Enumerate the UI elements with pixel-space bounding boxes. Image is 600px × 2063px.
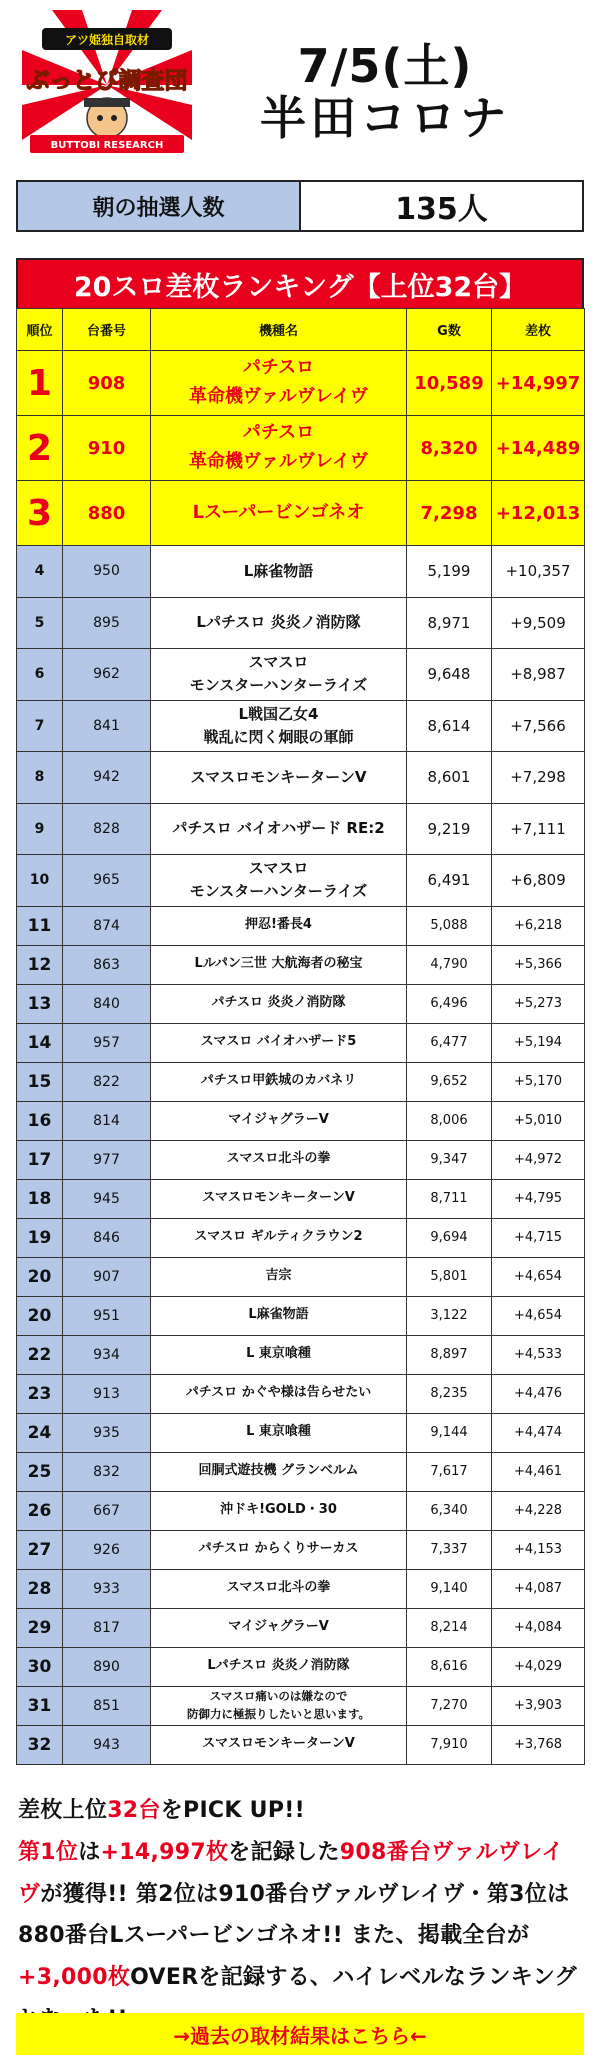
col-header-rank: 順位 [17, 309, 63, 351]
ranking-row [17, 481, 585, 546]
machine-name-cell [151, 1023, 407, 1062]
rank-cell: 15 [17, 1062, 63, 1101]
diff-cell: +8,987 [492, 649, 585, 701]
games-cell: 6,340 [407, 1491, 492, 1530]
machine-no-cell: 977 [63, 1140, 151, 1179]
machine-name-line: スマスロ北斗の拳 [226, 1580, 331, 1596]
rank-cell: 10 [17, 855, 63, 907]
rank-cell: 4 [17, 546, 63, 598]
rank-cell: 31 [17, 1686, 63, 1725]
summary-part: が獲得!! 第2位は910番台ヴァルヴレイヴ・第3位は880番台Lスーパービンゴネオ!! また、掲載全台が [18, 1881, 570, 1949]
machine-no-cell: 832 [63, 1452, 151, 1491]
diff-cell: +4,654 [492, 1257, 585, 1296]
lottery-value: 135人 [395, 192, 488, 227]
machine-name-line: L 東京喰種 [246, 1346, 311, 1362]
diff-cell: +12,013 [492, 481, 585, 546]
games-cell: 8,214 [407, 1608, 492, 1647]
ranking-row [17, 1101, 585, 1140]
machine-name-line: L戦国乙女4 [238, 704, 319, 723]
machine-name-cell [151, 1140, 407, 1179]
machine-no-cell: 895 [63, 597, 151, 649]
machine-no-cell: 874 [63, 906, 151, 945]
machine-name-line: スマスロモンキーターンV [202, 1736, 355, 1752]
ranking-row [17, 351, 585, 416]
machine-no-cell: 907 [63, 1257, 151, 1296]
diff-cell: +4,654 [492, 1296, 585, 1335]
summary-part: OVERを記録する、ハイレベルなランキング [130, 1965, 577, 1991]
summary-highlight: 908番台ヴァルヴレイヴ [18, 1839, 564, 1907]
games-cell: 8,616 [407, 1647, 492, 1686]
machine-name-cell [151, 1686, 407, 1725]
machine-name-cell [151, 597, 407, 649]
machine-name-line: Lパチスロ 炎炎ノ消防隊 [196, 613, 361, 632]
ranking-row [17, 1452, 585, 1491]
diff-cell: +4,972 [492, 1140, 585, 1179]
machine-name-line: パチスロ かぐや様は告らせたい [185, 1385, 372, 1401]
ranking-row [17, 1725, 585, 1764]
machine-name-cell [151, 1374, 407, 1413]
machine-name-line: 沖ドキ!GOLD・30 [220, 1502, 337, 1518]
machine-name-cell [151, 351, 407, 416]
machine-name-cell [151, 1335, 407, 1374]
diff-cell: +4,084 [492, 1608, 585, 1647]
machine-no-cell: 890 [63, 1647, 151, 1686]
ranking-row [17, 1491, 585, 1530]
machine-name-cell [151, 1608, 407, 1647]
ranking-row [17, 700, 585, 752]
rank-cell: 17 [17, 1140, 63, 1179]
past-results-link[interactable]: →過去の取材結果はこちら← [16, 2013, 584, 2055]
machine-no-cell: 667 [63, 1491, 151, 1530]
summary-highlight: 第1位 [18, 1839, 79, 1865]
games-cell: 8,320 [407, 416, 492, 481]
machine-name-line: スマスロ痛いのは嫌なので [209, 1689, 348, 1704]
games-cell: 7,270 [407, 1686, 492, 1725]
games-cell: 6,496 [407, 984, 492, 1023]
ranking-row [17, 1413, 585, 1452]
rank-cell: 25 [17, 1452, 63, 1491]
diff-cell: +4,087 [492, 1569, 585, 1608]
games-cell: 8,235 [407, 1374, 492, 1413]
rank-cell: 23 [17, 1374, 63, 1413]
machine-no-cell: 908 [63, 351, 151, 416]
summary-highlight: +14,997枚 [100, 1839, 229, 1865]
games-cell: 8,601 [407, 752, 492, 804]
rank-cell: 30 [17, 1647, 63, 1686]
ranking-row [17, 1179, 585, 1218]
ranking-row [17, 855, 585, 907]
machine-name-line: パチスロ からくりサーカス [198, 1541, 359, 1557]
machine-name-line: スマスロモンキーターンV [190, 767, 367, 786]
rank-cell: 19 [17, 1218, 63, 1257]
games-cell: 7,337 [407, 1530, 492, 1569]
diff-cell: +3,903 [492, 1686, 585, 1725]
machine-name-line: パチスロ [242, 357, 315, 379]
machine-name-line: 戦乱に閃く炯眼の軍師 [203, 727, 354, 746]
machine-no-cell: 910 [63, 416, 151, 481]
machine-name-cell [151, 546, 407, 598]
ranking-row [17, 1023, 585, 1062]
machine-no-cell: 957 [63, 1023, 151, 1062]
ranking-header-row [17, 309, 585, 351]
ranking-row [17, 1257, 585, 1296]
lottery-label: 朝の抽選人数 [18, 182, 301, 230]
games-cell: 9,694 [407, 1218, 492, 1257]
diff-cell: +4,029 [492, 1647, 585, 1686]
diff-cell: +14,997 [492, 351, 585, 416]
diff-cell: +4,476 [492, 1374, 585, 1413]
rank-cell: 18 [17, 1179, 63, 1218]
games-cell: 9,347 [407, 1140, 492, 1179]
summary-part: 差枚上位 [18, 1798, 108, 1823]
machine-name-line: マイジャグラーV [228, 1619, 329, 1635]
machine-no-cell: 851 [63, 1686, 151, 1725]
machine-no-cell: 846 [63, 1218, 151, 1257]
diff-cell: +6,809 [492, 855, 585, 907]
games-cell: 5,088 [407, 906, 492, 945]
rank-cell: 26 [17, 1491, 63, 1530]
store-name: 半田コロナ [260, 91, 510, 145]
machine-no-cell: 962 [63, 649, 151, 701]
diff-cell: +5,366 [492, 945, 585, 984]
games-cell: 8,006 [407, 1101, 492, 1140]
rank-cell: 3 [17, 481, 63, 546]
diff-cell: +5,194 [492, 1023, 585, 1062]
machine-no-cell: 943 [63, 1725, 151, 1764]
machine-name-cell [151, 416, 407, 481]
diff-cell: +10,357 [492, 546, 585, 598]
ranking-title: 20スロ差枚ランキング【上位32台】 [16, 258, 584, 308]
machine-name-line: L麻雀物語 [243, 561, 314, 580]
diff-cell: +5,170 [492, 1062, 585, 1101]
machine-name-line: パチスロ [242, 422, 315, 444]
machine-no-cell: 926 [63, 1530, 151, 1569]
summary-highlight: +3,000枚 [18, 1965, 131, 1991]
machine-name-line: マイジャグラーV [228, 1112, 329, 1128]
ranking-body [17, 351, 585, 1765]
summary-part: をPICK UP!! [160, 1798, 305, 1823]
machine-name-cell [151, 855, 407, 907]
report-date: 7/5(土) [297, 39, 473, 93]
machine-name-line: L麻雀物語 [248, 1307, 309, 1323]
games-cell: 7,910 [407, 1725, 492, 1764]
machine-name-line: パチスロ甲鉄城のカバネリ [200, 1073, 357, 1089]
diff-cell: +14,489 [492, 416, 585, 481]
machine-no-cell: 965 [63, 855, 151, 907]
machine-name-cell [151, 752, 407, 804]
machine-no-cell: 880 [63, 481, 151, 546]
games-cell: 8,614 [407, 700, 492, 752]
diff-cell: +6,218 [492, 906, 585, 945]
ranking-row [17, 1335, 585, 1374]
machine-name-cell [151, 1257, 407, 1296]
machine-name-line: 革命機ヴァルヴレイヴ [189, 386, 368, 407]
games-cell: 9,140 [407, 1569, 492, 1608]
col-header-games: G数 [407, 309, 492, 351]
machine-name-cell [151, 1218, 407, 1257]
machine-name-line: スマスロ北斗の拳 [226, 1151, 331, 1167]
machine-name-cell [151, 649, 407, 701]
machine-name-line: 吉宗 [265, 1268, 292, 1284]
rank-cell: 9 [17, 803, 63, 855]
machine-name-cell [151, 1647, 407, 1686]
machine-name-cell [151, 1452, 407, 1491]
rank-cell: 12 [17, 945, 63, 984]
machine-no-cell: 840 [63, 984, 151, 1023]
rank-cell: 5 [17, 597, 63, 649]
rank-cell: 27 [17, 1530, 63, 1569]
machine-name-line: 回胴式遊技機 グランベルム [198, 1463, 359, 1479]
games-cell: 7,298 [407, 481, 492, 546]
games-cell: 7,617 [407, 1452, 492, 1491]
ranking-row [17, 1686, 585, 1725]
ranking-row [17, 649, 585, 701]
games-cell: 8,711 [407, 1179, 492, 1218]
games-cell: 8,897 [407, 1335, 492, 1374]
games-cell: 8,971 [407, 597, 492, 649]
machine-name-cell [151, 1179, 407, 1218]
games-cell: 10,589 [407, 351, 492, 416]
diff-cell: +4,715 [492, 1218, 585, 1257]
ranking-row [17, 1140, 585, 1179]
ranking-row [17, 984, 585, 1023]
diff-cell: +4,461 [492, 1452, 585, 1491]
ranking-row [17, 803, 585, 855]
machine-name-line: L 東京喰種 [246, 1424, 311, 1440]
machine-name-cell [151, 803, 407, 855]
machine-no-cell: 822 [63, 1062, 151, 1101]
diff-cell: +7,111 [492, 803, 585, 855]
games-cell: 9,648 [407, 649, 492, 701]
diff-cell: +4,474 [492, 1413, 585, 1452]
machine-name-line: モンスターハンターライズ [189, 882, 368, 901]
games-cell: 9,144 [407, 1413, 492, 1452]
machine-name-cell [151, 1530, 407, 1569]
diff-cell: +3,768 [492, 1725, 585, 1764]
machine-name-cell [151, 1413, 407, 1452]
logo-sub-text: BUTTOBI RESEARCH [50, 140, 164, 151]
machine-name-cell [151, 906, 407, 945]
diff-cell: +9,509 [492, 597, 585, 649]
ranking-row [17, 1530, 585, 1569]
col-header-machine-no: 台番号 [63, 309, 151, 351]
machine-no-cell: 817 [63, 1608, 151, 1647]
rank-cell: 24 [17, 1413, 63, 1452]
diff-cell: +4,795 [492, 1179, 585, 1218]
machine-name-line: 押忍!番長4 [245, 917, 312, 933]
summary-text [18, 1790, 584, 2041]
rank-cell: 2 [17, 416, 63, 481]
logo-main-text: ぶっとび調査団 [26, 68, 188, 94]
ranking-row [17, 597, 585, 649]
machine-name-cell [151, 1101, 407, 1140]
rank-cell: 11 [17, 906, 63, 945]
machine-name-cell [151, 1569, 407, 1608]
header [0, 0, 600, 190]
machine-name-line: Lルパン三世 大航海者の秘宝 [194, 956, 363, 972]
machine-no-cell: 934 [63, 1335, 151, 1374]
machine-no-cell: 814 [63, 1101, 151, 1140]
games-cell: 6,491 [407, 855, 492, 907]
rank-cell: 1 [17, 351, 63, 416]
machine-no-cell: 863 [63, 945, 151, 984]
machine-name-line: Lスーパービンゴネオ [192, 501, 365, 523]
ranking-row [17, 945, 585, 984]
machine-name-line: Lパチスロ 炎炎ノ消防隊 [207, 1658, 350, 1674]
ranking-row [17, 1296, 585, 1335]
rank-cell: 6 [17, 649, 63, 701]
logo-top-text: アツ姫独自取材 [64, 33, 150, 47]
diff-cell: +4,228 [492, 1491, 585, 1530]
games-cell: 9,652 [407, 1062, 492, 1101]
machine-no-cell: 945 [63, 1179, 151, 1218]
games-cell: 9,219 [407, 803, 492, 855]
machine-no-cell: 950 [63, 546, 151, 598]
ranking-row [17, 752, 585, 804]
summary-part: を記録した [228, 1839, 340, 1865]
games-cell: 5,199 [407, 546, 492, 598]
machine-name-line: スマスロ ギルティクラウン2 [194, 1229, 363, 1245]
summary-highlight: 32台 [107, 1798, 161, 1823]
machine-name-line: 防御力に極振りしたいと思います。 [186, 1706, 371, 1721]
games-cell: 5,801 [407, 1257, 492, 1296]
machine-no-cell: 933 [63, 1569, 151, 1608]
ranking-row [17, 1374, 585, 1413]
ranking-row [17, 1218, 585, 1257]
games-cell: 6,477 [407, 1023, 492, 1062]
diff-cell: +4,153 [492, 1530, 585, 1569]
buttobi-logo [22, 10, 192, 160]
games-cell: 3,122 [407, 1296, 492, 1335]
ranking-row [17, 1569, 585, 1608]
col-header-machine-name: 機種名 [151, 309, 407, 351]
rank-cell: 20 [17, 1296, 63, 1335]
ranking-row [17, 1062, 585, 1101]
machine-no-cell: 951 [63, 1296, 151, 1335]
machine-name-cell [151, 481, 407, 546]
lottery-box [16, 180, 584, 232]
rank-cell: 32 [17, 1725, 63, 1764]
rank-cell: 28 [17, 1569, 63, 1608]
rank-cell: 22 [17, 1335, 63, 1374]
ranking-row [17, 416, 585, 481]
machine-name-line: 革命機ヴァルヴレイヴ [189, 451, 368, 472]
diff-cell: +5,273 [492, 984, 585, 1023]
ranking-row [17, 1647, 585, 1686]
machine-name-line: スマスロ バイオハザード5 [200, 1034, 357, 1050]
machine-name-line: スマスロモンキーターンV [202, 1190, 355, 1206]
machine-no-cell: 828 [63, 803, 151, 855]
ranking-row [17, 1608, 585, 1647]
summary-part: は [78, 1839, 101, 1865]
machine-name-line: モンスターハンターライズ [189, 676, 368, 695]
machine-name-cell [151, 1725, 407, 1764]
machine-name-cell [151, 945, 407, 984]
machine-name-cell [151, 1296, 407, 1335]
machine-name-cell [151, 1062, 407, 1101]
machine-no-cell: 913 [63, 1374, 151, 1413]
ranking-row [17, 906, 585, 945]
rank-cell: 29 [17, 1608, 63, 1647]
machine-name-line: パチスロ バイオハザード RE:2 [172, 819, 385, 838]
machine-name-cell [151, 984, 407, 1023]
rank-cell: 8 [17, 752, 63, 804]
rank-cell: 7 [17, 700, 63, 752]
rank-cell: 20 [17, 1257, 63, 1296]
machine-name-line: スマスロ [248, 859, 309, 877]
diff-cell: +7,298 [492, 752, 585, 804]
machine-no-cell: 942 [63, 752, 151, 804]
games-cell: 4,790 [407, 945, 492, 984]
machine-no-cell: 841 [63, 700, 151, 752]
rank-cell: 13 [17, 984, 63, 1023]
machine-name-line: パチスロ 炎炎ノ消防隊 [211, 995, 346, 1011]
ranking-row [17, 546, 585, 598]
diff-cell: +5,010 [492, 1101, 585, 1140]
machine-no-cell: 935 [63, 1413, 151, 1452]
diff-cell: +7,566 [492, 700, 585, 752]
diff-cell: +4,533 [492, 1335, 585, 1374]
col-header-diff: 差枚 [492, 309, 585, 351]
rank-cell: 16 [17, 1101, 63, 1140]
machine-name-line: スマスロ [248, 653, 309, 671]
machine-name-cell [151, 700, 407, 752]
rank-cell: 14 [17, 1023, 63, 1062]
ranking-table [16, 308, 585, 1765]
machine-name-cell [151, 1491, 407, 1530]
